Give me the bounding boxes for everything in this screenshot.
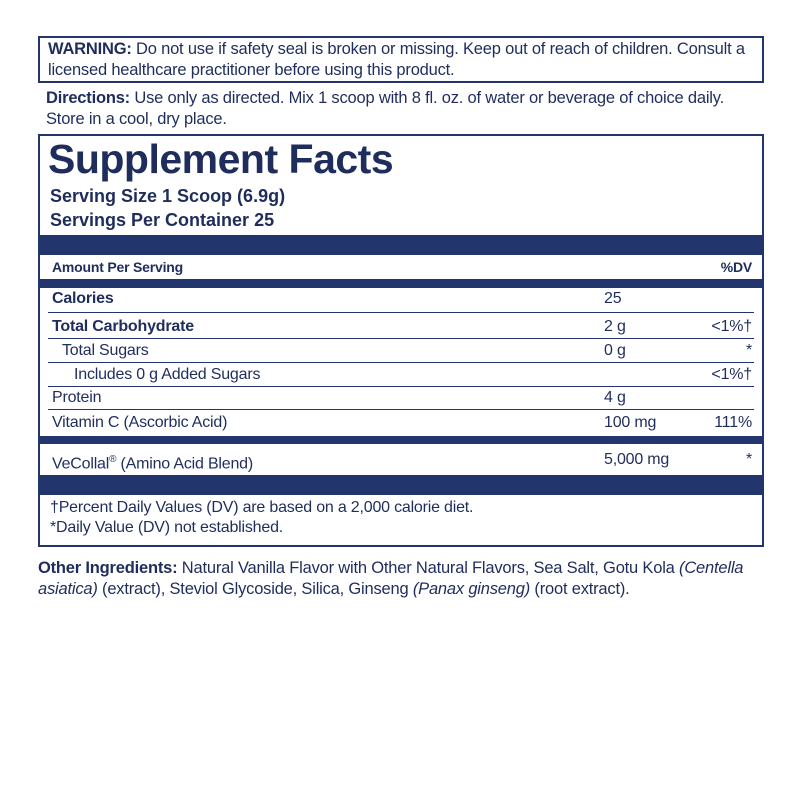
- ingredients-italic: (Centella: [679, 559, 744, 577]
- ingredients-italic: (Panax ginseng): [412, 580, 531, 598]
- other-ingredients: [38, 558, 768, 600]
- warning-line-1: [48, 39, 754, 60]
- row-dv: *: [745, 342, 752, 359]
- directions-line-1: [46, 88, 766, 109]
- supplement-facts-panel: [38, 134, 764, 547]
- row-dv: <1%†: [711, 366, 752, 383]
- amount-per-serving-label: Amount Per Serving: [52, 259, 183, 275]
- divider: [48, 338, 754, 339]
- medium-bar-2: [40, 436, 762, 444]
- row-dv: *: [745, 451, 752, 468]
- dv-header: %DV: [720, 259, 752, 275]
- other-ingredients-label: Other Ingredients:: [38, 559, 178, 577]
- warning-box: [38, 36, 764, 83]
- divider: [48, 409, 754, 410]
- ingredients-text: (extract), Steviol Glycoside, Silica, Ginseng: [97, 580, 413, 598]
- other-ingredients-line-1: [38, 558, 768, 579]
- registered-mark: ®: [109, 454, 117, 465]
- other-ingredients-line-2: [38, 579, 768, 600]
- row-dv: 111%: [714, 414, 752, 431]
- row-name: Includes 0 g Added Sugars: [74, 366, 261, 383]
- thick-bar-bottom: [40, 475, 762, 495]
- row-name: Calories: [52, 290, 114, 307]
- warning-label: WARNING:: [48, 40, 132, 58]
- warning-text: Do not use if safety seal is broken or missing. Keep out of reach of children. Consult a: [131, 40, 745, 58]
- medium-bar: [40, 279, 762, 288]
- thick-bar-top: [40, 235, 762, 255]
- row-amount: 100 mg: [604, 414, 657, 431]
- ingredients-text: Natural Vanilla Flavor with Other Natural Flavors, Sea Salt, Gotu Kola: [177, 559, 680, 577]
- row-name-post: (Amino Acid Blend): [116, 455, 253, 473]
- row-name: Vitamin C (Ascorbic Acid): [52, 414, 228, 431]
- serving-size: Serving Size 1 Scoop (6.9g): [50, 186, 286, 206]
- facts-title: Supplement Facts: [48, 136, 394, 182]
- row-amount: 25: [604, 290, 622, 307]
- ingredients-italic: asiatica): [38, 580, 98, 598]
- warning-line-2: licensed healthcare practitioner before using this product.: [48, 61, 455, 79]
- row-name: [52, 450, 253, 474]
- row-amount: 4 g: [604, 389, 626, 406]
- divider: [48, 312, 754, 313]
- footnote-not-established: *Daily Value (DV) not established.: [50, 519, 284, 536]
- directions-text: Use only as directed. Mix 1 scoop with 8 fl. oz. of water or beverage of choice daily.: [129, 89, 724, 107]
- directions-label: Directions:: [46, 89, 130, 107]
- footnote-dv: †Percent Daily Values (DV) are based on a 2,000 calorie diet.: [50, 499, 474, 516]
- row-amount: 0 g: [604, 342, 626, 359]
- directions-line-2: Store in a cool, dry place.: [46, 110, 227, 128]
- row-name: Total Sugars: [62, 342, 149, 359]
- directions: [46, 88, 766, 130]
- row-name-pre: VeCollal: [52, 455, 110, 473]
- row-dv: <1%†: [711, 318, 752, 335]
- servings-per-container: Servings Per Container 25: [50, 210, 275, 230]
- row-name: Protein: [52, 389, 102, 406]
- row-amount: 2 g: [604, 318, 626, 335]
- divider: [48, 362, 754, 363]
- row-amount: 5,000 mg: [604, 451, 670, 468]
- ingredients-text: (root extract).: [530, 580, 630, 598]
- divider: [48, 386, 754, 387]
- row-name: Total Carbohydrate: [52, 318, 194, 335]
